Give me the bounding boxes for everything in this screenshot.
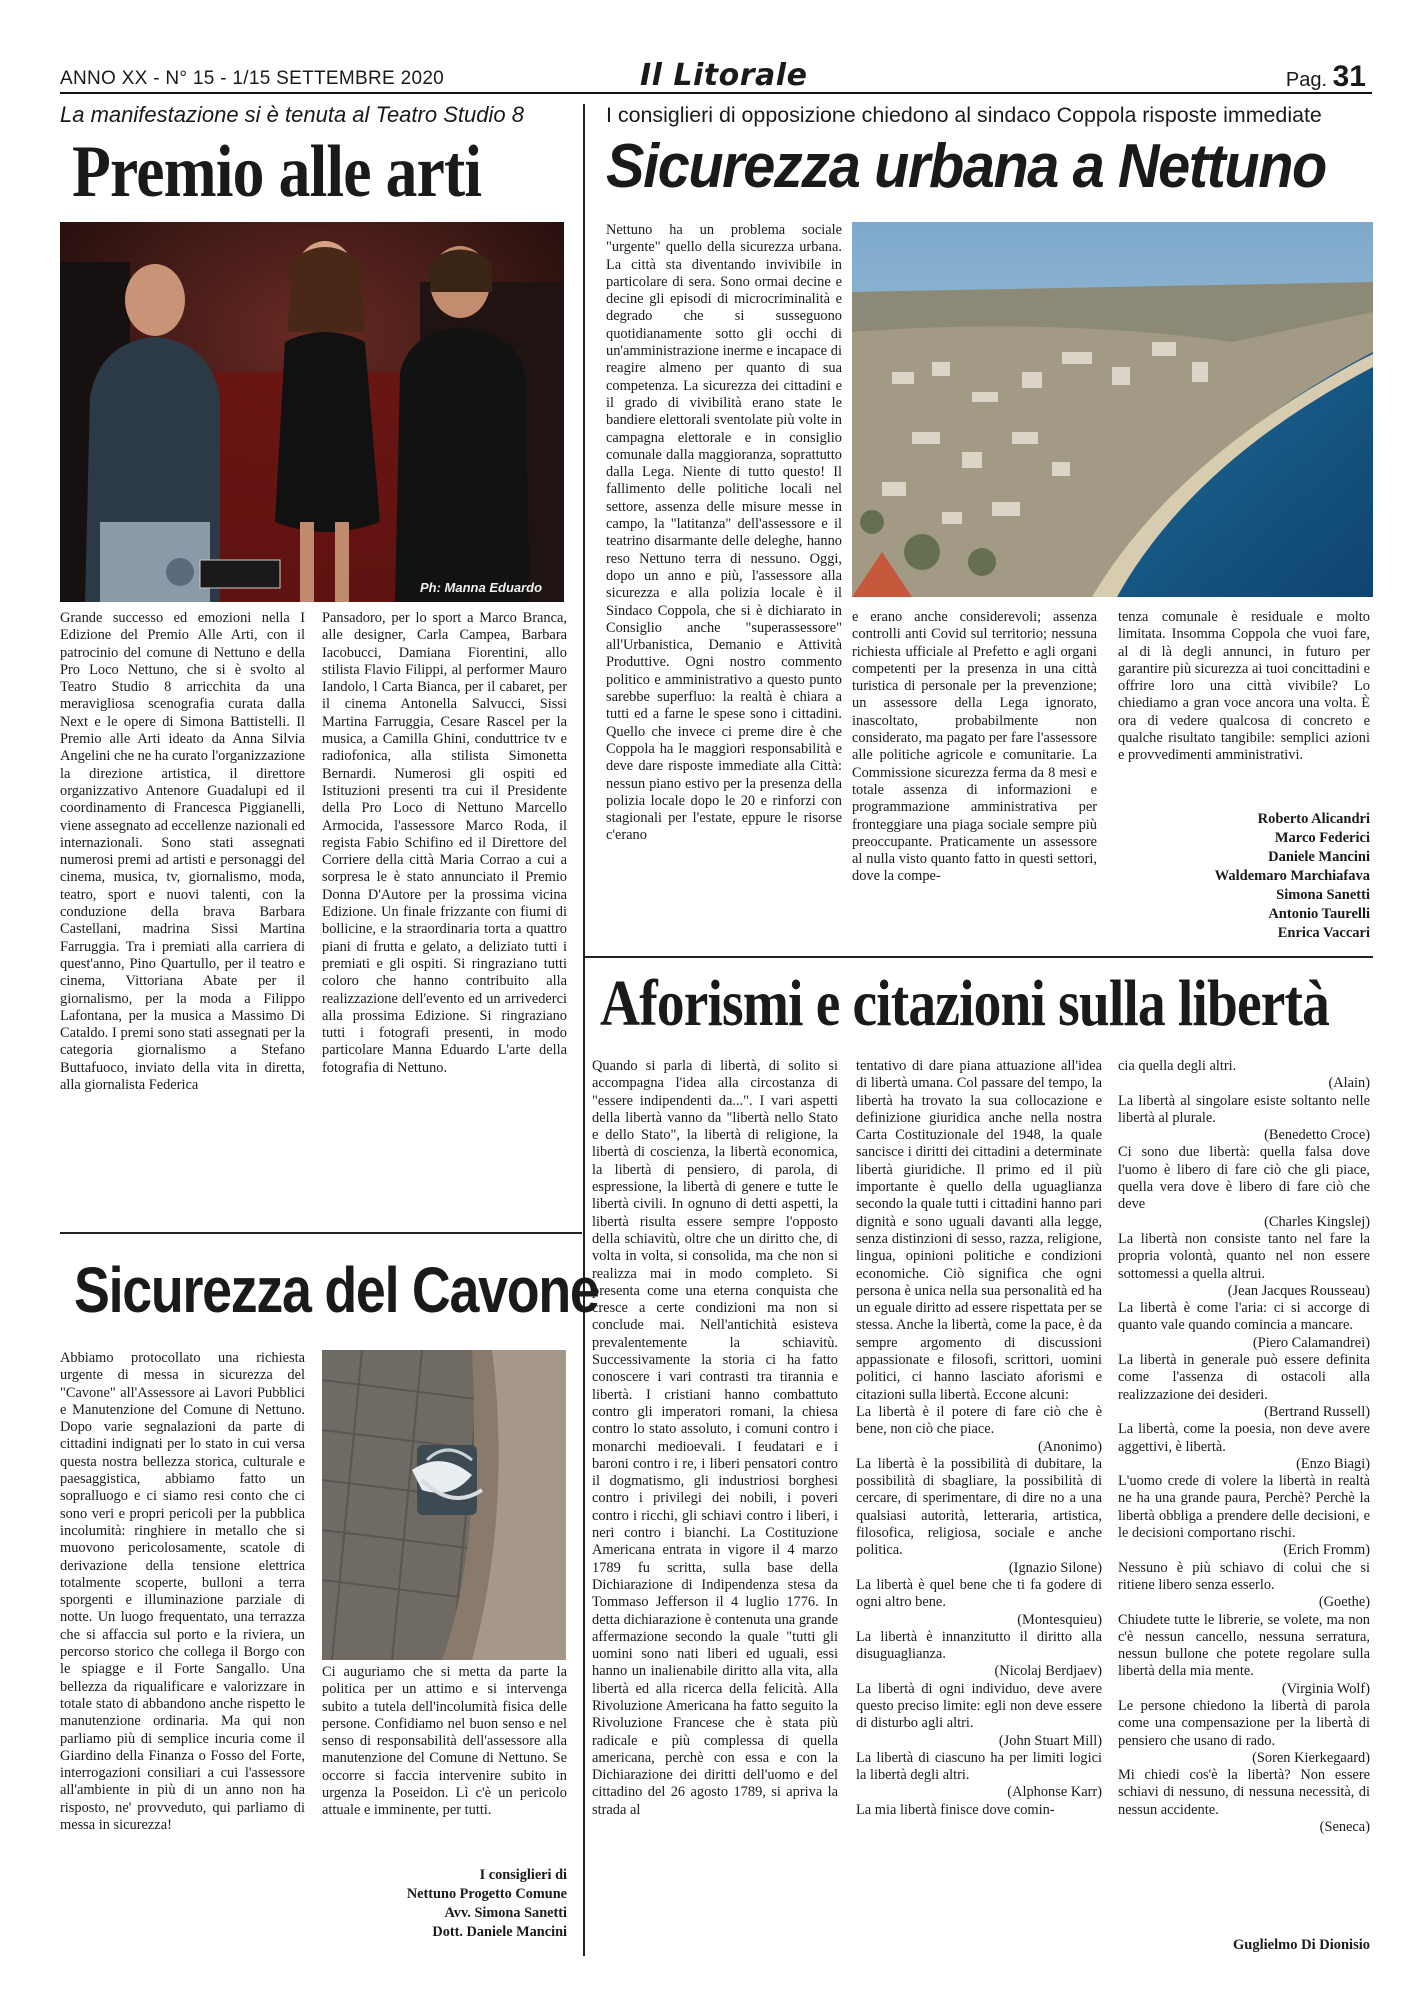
sicurezza-text-3: tenza comunale è residuale e molto limitata. Insomma Coppola che vuoi fare, al di là degli annunci, in futuro per garantire più sicurezza ai tuoi concittadini e offrire loro una città vivibile? Lo chiediamo a gran voce ancora una volta. È ora di vedere qualcosa di concreto e qualche risultato tangibile: semplici azioni e provvedimenti amministrativi.	[1118, 609, 1370, 764]
quote-text: La mia libertà finisce dove comin-	[856, 1801, 1055, 1818]
signature-name: Waldemaro Marchiafava	[1214, 868, 1370, 884]
sicurezza-column-3	[1118, 609, 1370, 799]
quote-author: (Nicolaj Berdjaev)	[994, 1663, 1102, 1680]
quote-text: Le persone chiedono la libertà di parola come una compensazione per la libertà di pensiero che usano di rado.	[1118, 1697, 1370, 1749]
aforismi-column-1	[592, 1058, 838, 1960]
signature-name: Simona Sanetti	[1276, 887, 1370, 903]
aforismi-title: Aforismi e citazioni sulla libertà	[600, 967, 1330, 1040]
cavone-text-2: Ci auguriamo che si metta da parte la politica per un attimo e si intervenga subito a tutela dell'incolumità fisica delle persone. Confidiamo nel buon senso e nel senso di responsabilità dell'assessore alla manutenzione del Comune di Nettuno. Se occorre si faccia intervenire subito in urgenza la Poseidon. Lì c'è un pericolo attuale e imminente, per tutti.	[322, 1664, 567, 1819]
quote-author: (Piero Calamandrei)	[1252, 1334, 1370, 1351]
sicurezza-column-2	[852, 609, 1097, 949]
cavone-signatures	[322, 1866, 567, 1942]
quote-text: La libertà di ogni individuo, deve avere questo preciso limite: egli non deve essere di disturbo agli altri.	[856, 1680, 1102, 1732]
issue-info: ANNO XX - N° 15 - 1/15 SETTEMBRE 2020	[60, 68, 445, 89]
signature-name: Roberto Alicandri	[1257, 811, 1370, 827]
quote-author: (Alphonse Karr)	[1007, 1784, 1102, 1801]
quote-author: (Soren Kierkegaard)	[1252, 1749, 1370, 1766]
quote-author: (Enzo Biagi)	[1296, 1455, 1370, 1472]
quote-text: La libertà è come l'aria: ci si accorge di quanto vale quando comincia a mancare.	[1118, 1300, 1370, 1334]
quote-author: (Erich Fromm)	[1283, 1542, 1370, 1559]
quote-author: (Jean Jacques Rousseau)	[1227, 1282, 1370, 1299]
sicurezza-title: Sicurezza urbana a Nettuno	[606, 132, 1326, 201]
signature-line: Avv. Simona Sanetti	[444, 1905, 567, 1921]
cavone-column-2	[322, 1664, 567, 1864]
sicurezza-column-1	[606, 222, 842, 948]
quote-text: Ci sono due libertà: quella falsa dove l'uomo è libero di fare ciò che gli piace, quella vera dove è libero di fare ciò che deve	[1118, 1144, 1370, 1213]
quote-author: (Anonimo)	[1038, 1438, 1102, 1455]
aerial-photo-illustration	[852, 222, 1373, 597]
cavone-photo	[322, 1350, 566, 1660]
cavone-column-1	[60, 1350, 305, 1950]
award-photo-illustration	[60, 222, 564, 602]
signature-name: Daniele Mancini	[1268, 849, 1370, 865]
aforismi-intro: tentativo di dare piana attuazione all'idea di libertà umana. Col passare del tempo, la libertà ha trovato la sua collocazione e definizione giuridica anche nella nostra Carta Costituzionale del 1948, la quale sancisce i diritti dei cittadini a determinate libertà giuridiche. Il primo ed il più importante è quello della uguaglianza secondo la quale tutti i cittadini hanno pari dignità e sono uguali davanti alla legge, senza distinzioni di sesso, razza, religione, lingua, opinioni politiche e condizioni economiche. Ciò significa che ogni persona è unica nella sua personalità ed ha un eguale diritto ad essere rispettata per se stessa. Anche la libertà, come la pace, è da sempre argomento di discussioni appassionate e filosofi, scrittori, uomini politici, ci hanno lasciato aforismi e citazioni sulla libertà. Eccone alcuni:	[856, 1058, 1102, 1403]
premio-text-1: Grande successo ed emozioni nella I Edizione del Premio Alle Arti, con il patrocinio del comune di Nettuno e della Pro Loco Nettuno, che si è svolto al Teatro Studio 8 arricchita da una meravigliosa scenografia curata dalla Next e le opere di Simona Battistelli. Il Premio alle Arti ideato da Anna Silvia Angelini che ne ha curato l'organizzazione la direzione artistica, il direttore organizzativo Antenore Guadalupi ed il coordinamento di Francesca Piggianelli, viene assegnato ad eccellenze nazionali ed internazionali. Sono stati assegnati numerosi premi ad artisti e personaggi del cinema, musica, tv, giornalismo, moda, teatro, sport e nuovi talenti, con la conduzione della brava Barbara Castellani, madrina Sissi Martina Farruggia. Tra i premiati alla carriera di quest'anno, Pino Quartullo, per il teatro e cinema, Vittoriana Abate per il giornalismo, per la moda a Filippo Lafontana, per la musica a Massimo Di Cataldo. I premi sono stati assegnati per la categoria giornalismo a Stefano Buttafuoco, inviato della vita in diretta, alla giornalista Federica	[60, 610, 305, 1094]
premio-text-2: Pansadoro, per lo sport a Marco Branca, alle designer, Carla Campea, Barbara Iacobucci, Damiana Fiorentini, allo stilista Flavio Filippi, al performer Mauro Iandolo, l Carta Bianca, per il cabaret, per il cinema Antonella Salvucci, Sissi Martina Farruggia, Cesare Rascel per la musica, a Camilla Ghini, conduttrice tv e radiofonica, alla stilista Simonetta Bernardi. Numerosi gli ospiti ed Istituzioni presenti tra cui il Presidente della Pro Loco di Nettuno Marcello Armocida, l'assessore Marco Roda, il regista Fabio Schifino ed il Direttore del Corriere della città Maria Corrao a cui a sorpresa le è stato annunciato il Premio Donna D'Autore per la prossima vicina Edizione. Un finale frizzante con fiumi di bollicine, e la straordinaria torta a quattro piani di frutta e gelato, a deliziato tutti i premiati e gli ospiti. Si ringraziano tutti coloro che hanno contribuito alla realizzazione dell'evento ed un arrivederci alla prossima Edizione. Si ringraziano tutti i fotografi presenti, in modo particolare Manna Eduardo L'arte della fotografia di Nettuno.	[322, 610, 567, 1076]
cavone-text-1: Abbiamo protocollato una richiesta urgente di messa in sicurezza del "Cavone" all'Assessore ai Lavori Pubblici e Manutenzione del Comune di Nettuno. Dopo varie segnalazioni da parte di cittadini indignati per lo stato in cui versa questa nostra bellezza storica, culturale e paesaggistica, abbiamo fatto un sopralluogo e ci siamo resi conto che ci sono veri e propri pericoli per la pubblica incolumità: ringhiere in metallo che si muovono pericolosamente, scatole di derivazione della tensione elettrica totalmente scoperte, bulloni a terra sporgenti e illuminazione parziale di notte. Un luogo frequentato, una terrazza che si affaccia sul porto e la riviera, un percorso storico che collega il Borgo con le spiagge e il Forte Sangallo. Una bellezza da riqualificare e valorizzare in totale stato di abbandono anche rispetto le manutenzione ordinaria. Ma qui non parliamo più di semplice incuria come il Giardino della Finanza o Fosso del Forte, interrogazioni consiliari a cui l'assessore all'ambiente in più di un anno non ha risposto, ne' provveduto, qui parliamo di messa in sicurezza!	[60, 1350, 305, 1834]
quote-author: (Virginia Wolf)	[1281, 1680, 1370, 1697]
quote-text: L'uomo crede di volere la libertà in realtà ne ha una grande paura, Perchè? Perchè la libertà obbliga a prendere delle decisioni, e le decisioni comportano rischi.	[1118, 1473, 1370, 1542]
quote-text: cia quella degli altri.	[1118, 1058, 1237, 1074]
sicurezza-text-2: e erano anche considerevoli; assenza controlli anti Covid sul territorio; nessuna richiesta ufficiale al Prefetto e agli organi competenti per la presenza in una città turistica di personale per la prevenzione; un assessore della Lega ignorato, inascoltato, probabilmente non considerato, ma pagato per fare l'assessore alle politiche agricole e comunitarie. La Commissione sicurezza ferma da 8 mesi e totale assenza di informazioni e programmazione amministrativa per fronteggiare una piaga sociale sempre più preoccupante. Praticamente un assessore al nulla visto quanto fatto in questi settori, dove la compe-	[852, 609, 1097, 885]
page-label: Pag.	[1285, 69, 1328, 91]
sicurezza-signatures	[1118, 810, 1370, 943]
premio-column-2	[322, 610, 567, 1225]
page-number	[1286, 60, 1366, 94]
quote-text: La libertà è il potere di fare ciò che è bene, non ciò che piace.	[856, 1403, 1102, 1438]
quote-text: La libertà, come la poesia, non deve avere aggettivi, è libertà.	[1118, 1421, 1370, 1455]
divider-vertical-bottom	[583, 956, 585, 1956]
premio-title: Premio alle arti	[72, 131, 482, 213]
signature-name: Marco Federici	[1274, 830, 1370, 846]
quote-author: (Bertrand Russell)	[1264, 1403, 1370, 1420]
page-number-value: 31	[1332, 60, 1366, 93]
aforismi-column-3	[1118, 1058, 1370, 1938]
quote-text: La libertà non consiste tanto nel fare la propria volontà, quanto nel non essere sottomessi a quella altrui.	[1118, 1230, 1370, 1282]
sicurezza-kicker: I consiglieri di opposizione chiedono al sindaco Coppola risposte immediate	[606, 103, 1322, 127]
quote-text: La libertà è la possibilità di dubitare, la possibilità di sbagliare, la possibilità di cercare, di sperimentare, di dire no a una qualsiasi autorità, letteraria, artistica, filosofica, religiosa, sociale e anche politica.	[856, 1455, 1102, 1559]
quote-text: Chiudete tutte le librerie, se volete, ma non c'è nessun cancello, nessuna serratura, nessun bullone che potete regolare sulla libertà della mia mente.	[1118, 1611, 1370, 1680]
divider-horizontal-left	[60, 1232, 582, 1234]
premio-column-1	[60, 610, 305, 1225]
cavone-photo-illustration	[322, 1350, 566, 1660]
quote-author: (Seneca)	[1319, 1819, 1370, 1836]
quote-text: La libertà è quel bene che ti fa godere di ogni altro bene.	[856, 1576, 1102, 1611]
quote-text: Nessuno è più schiavo di colui che si ritiene libero senza esserlo.	[1118, 1559, 1370, 1593]
quote-author: (Goethe)	[1318, 1594, 1370, 1611]
sicurezza-text-1: Nettuno ha un problema sociale "urgente" quello della sicurezza urbana. La città sta diventando invivibile in particolare di sera. Sono ormai decine e decine gli episodi di microcriminalità e degrado che si susseguono quotidianamente sotto gli occhi di un'amministrazione inerme e incapace di reagire almeno per quanto di sua competenza. La sicurezza dei cittadini e il grado di vivibilità erano state le bandiere elettorali sventolate più volte in campagna elettorale e in consiglio comunale dalla maggioranza, soprattutto dalla Lega. Niente di tutto questo! Il fallimento delle politiche locali nel settore, assenza delle misure messe in campo, la "latitanza" dell'assessore e il teatrino disarmante delle deleghe, hanno reso Nettuno terra di nessuno. Oggi, dopo un anno e più, l'assessore alla sicurezza e alla polizia locale è il Sindaco Coppola, che si è dichiarato in Consiglio anche "superassessore" all'Urbanistica, Demanio e Attività Produttive. Ogni nostro commento politico e amministrativo a questo punto sarebbe superfluo: la realtà è chiara a tutti ed a farne le spese sono i cittadini. Quello che invece ci preme dire è che Coppola ha le maggiori responsabilità e deve dare risposte immediate alla Città: nessun piano estivo per la presenza della polizia locale dopo le 20 e rinforzi con stagionali per l'estate, eppure le risorse c'erano	[606, 222, 842, 844]
photo-credit: Ph: Manna Eduardo	[420, 580, 543, 595]
signature-line: Dott. Daniele Mancini	[432, 1924, 567, 1940]
quote-author: (Montesquieu)	[1017, 1611, 1102, 1628]
quote-author: (Charles Kingslej)	[1264, 1213, 1370, 1230]
quote-text: La libertà di ciascuno ha per limiti logici la libertà degli altri.	[856, 1749, 1102, 1784]
signature-name: Enrica Vaccari	[1277, 925, 1370, 941]
signature-name: Antonio Taurelli	[1268, 906, 1370, 922]
quote-author: (Benedetto Croce)	[1264, 1127, 1370, 1144]
quote-text: La libertà è innanzitutto il diritto alla disuguaglianza.	[856, 1628, 1102, 1663]
quote-text: La libertà in generale può essere definita come l'assenza di ostacoli alla realizzazione dei desideri.	[1118, 1352, 1370, 1403]
premio-kicker: La manifestazione si è tenuta al Teatro Studio 8	[60, 102, 524, 127]
newspaper-name: Il Litorale	[640, 58, 808, 93]
quote-author: (John Stuart Mill)	[998, 1732, 1102, 1749]
cavone-title: Sicurezza del Cavone	[74, 1254, 599, 1326]
signature-line: I consiglieri di	[479, 1867, 567, 1883]
aforismi-column-2	[856, 1058, 1102, 1960]
award-photo	[60, 222, 564, 602]
quote-author: (Ignazio Silone)	[1008, 1559, 1102, 1576]
signature-line: Nettuno Progetto Comune	[406, 1886, 567, 1902]
aforismi-signature: Guglielmo Di Dionisio	[1233, 1937, 1370, 1953]
divider-horizontal-right	[583, 956, 1373, 958]
quote-text: La libertà al singolare esiste soltanto nelle libertà al plurale.	[1118, 1092, 1370, 1126]
aforismi-text-1: Quando si parla di libertà, di solito si accompagna l'idea alla circostanza di "essere indipendenti da...". I vari aspetti della libertà vanno da "libertà nello Stato e dello Stato", la libertà di religione, la libertà di coscienza, la libertà economica, la libertà di pensiero, di parola, di espressione, la libertà di genere e tutte le libertà civili. In ognuno di detti aspetti, la libertà risulta essere sempre l'opposto della schiavitù, oltre che un diritto che, di volta in volta, si consolida, ma che non si realizza mai in modo completo. Si presenta come una eterna conquista che cresce a certe condizioni ma non si conclude mai. Nell'antichità esisteva prevalentemente la schiavitù. Successivamente la storia ci ha fatto conoscere i vari contrasti tra tirannia e libertà. I cristiani hanno combattuto contro gli imperatori romani, la chiesa contro lo stato assoluto, i comuni contro i monarchi medioevali. I feudatari e i baroni contro i re, i liberi pensatori contro il dogmatismo, gli industriosi borghesi contro i privilegi dei nobili, i poveri contro i ricchi, gli schiavi contro i liberi, i neri contro i bianchi. La Costituzione Americana entrata in vigore il 4 marzo 1789 fu scritta, sulla base della Dichiarazione di Indipendenza stesa da Tommaso Jefferson il 4 luglio 1776. In detta dichiarazione è contenuta una grande affermazione secondo la quale "tutti gli uomini sono nati liberi ed uguali, essi hanno un inalienabile diritto alla vita, alla libertà ed alla ricerca della felicità. Alla Rivoluzione Americana ha fatto seguito la Rivoluzione Francese che è stata più radicale e più complessa di quella americana, perchè con essa e con la Dichiarazione dei diritti dell'uomo e del cittadino del 26 agosto 1789, si apriva la strada al	[592, 1058, 838, 1818]
quote-author: (Alain)	[1328, 1075, 1370, 1092]
nettuno-aerial-photo	[852, 222, 1373, 597]
quote-text: Mi chiedi cos'è la libertà? Non essere schiavi di nessuno, di nessuna necessità, di nessun accidente.	[1118, 1767, 1370, 1818]
masthead	[60, 60, 1372, 94]
